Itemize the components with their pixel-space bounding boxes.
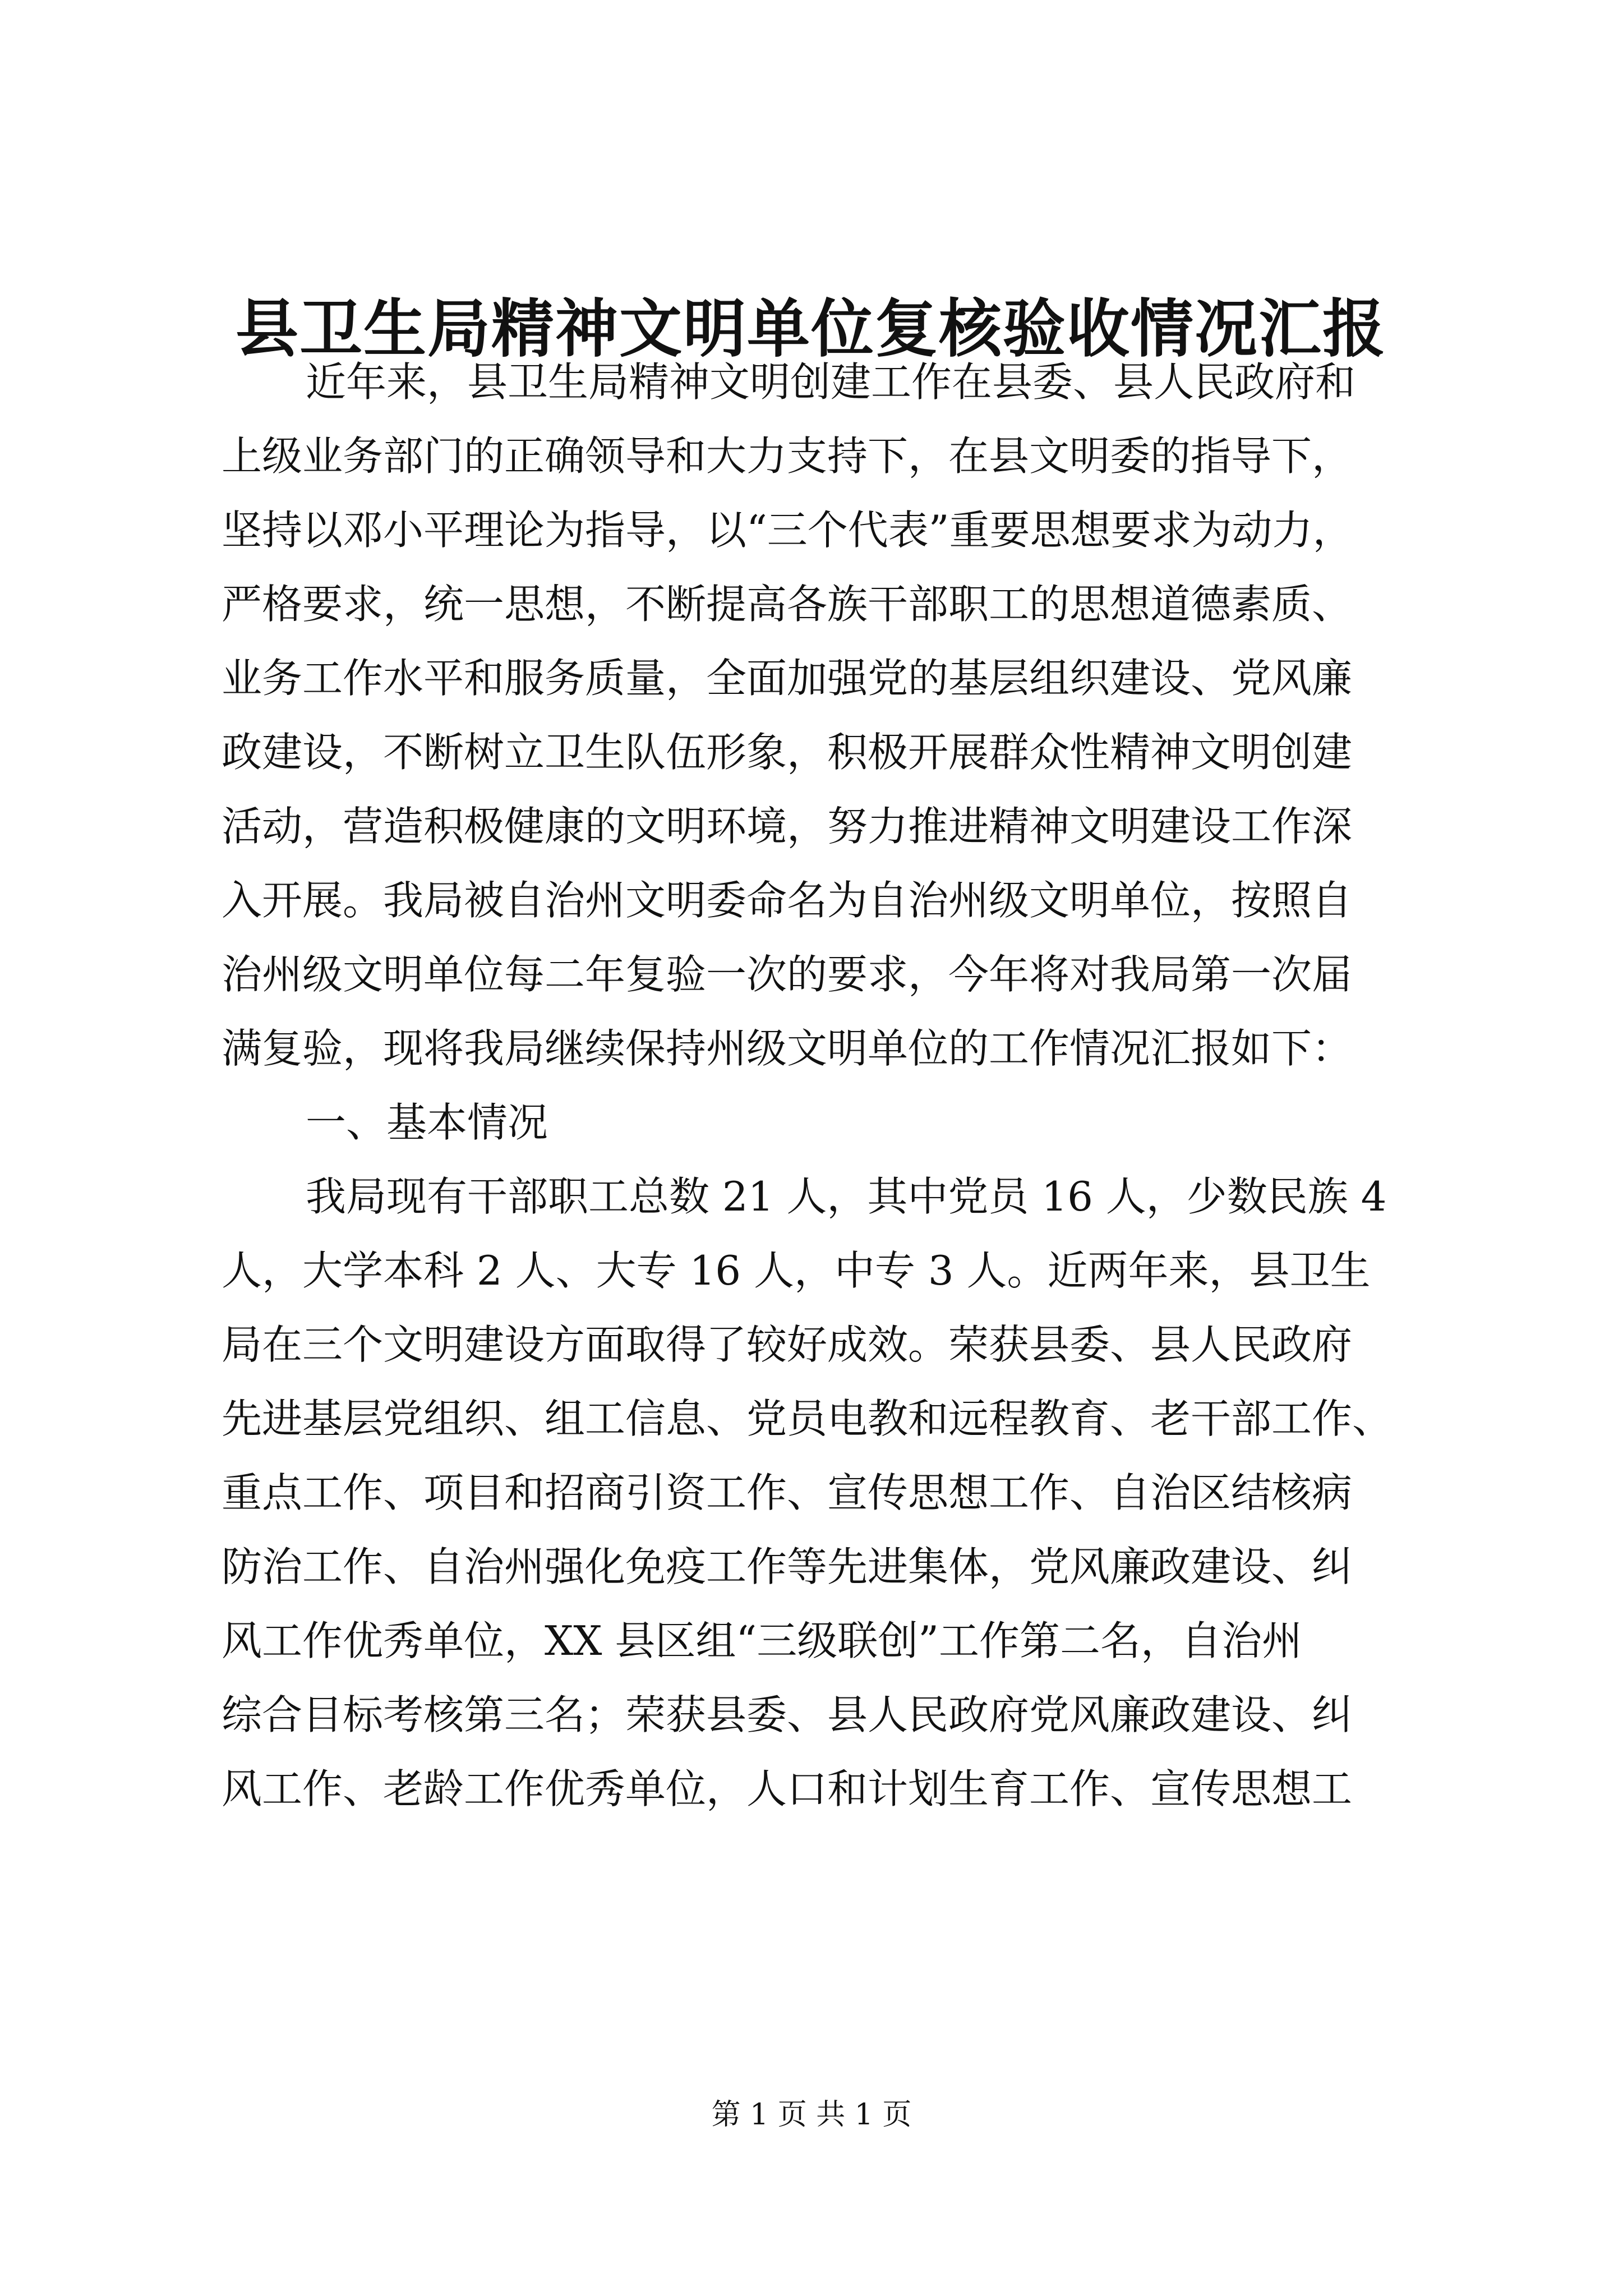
body-line: 先进基层党组织、组工信息、党员电教和远程教育、老干部工作、 xyxy=(222,1395,1393,1442)
body-line: 满复验，现将我局继续保持州级文明单位的工作情况汇报如下： xyxy=(222,1025,1353,1072)
body-line: 治州级文明单位每二年复验一次的要求，今年将对我局第一次届 xyxy=(222,951,1353,998)
body-line: 重点工作、项目和招商引资工作、宣传思想工作、自治区结核病 xyxy=(222,1469,1353,1516)
body-line: 风工作、老龄工作优秀单位，人口和计划生育工作、宣传思想工 xyxy=(222,1765,1353,1812)
body-line: 风工作优秀单位，XX 县区组“三级联创”工作第二名，自治州 xyxy=(222,1617,1303,1664)
body-line: 严格要求，统一思想，不断提高各族干部职工的思想道德素质、 xyxy=(222,581,1353,628)
body-line: 坚持以邓小平理论为指导，以“三个代表”重要思想要求为动力， xyxy=(222,507,1353,554)
body-line: 人，大学本科 2 人、大专 16 人，中专 3 人。近两年来，县卫生 xyxy=(222,1247,1371,1294)
page-footer: 第 1 页 共 1 页 xyxy=(711,2098,912,2132)
body-line: 防治工作、自治州强化免疫工作等先进集体，党风廉政建设、纠 xyxy=(222,1543,1353,1590)
body-line: 活动，营造积极健康的文明环境，努力推进精神文明建设工作深 xyxy=(222,803,1353,850)
body-line: 政建设，不断树立卫生队伍形象，积极开展群众性精神文明创建 xyxy=(222,729,1353,776)
body-line: 综合目标考核第三名；荣获县委、县人民政府党风廉政建设、纠 xyxy=(222,1691,1353,1738)
document-title: 县卫生局精神文明单位复核验收情况汇报 xyxy=(236,292,1386,366)
body-line: 上级业务部门的正确领导和大力支持下，在县文明委的指导下， xyxy=(222,432,1353,480)
section-heading: 一、基本情况 xyxy=(306,1099,548,1146)
body-line: 局在三个文明建设方面取得了较好成效。荣获县委、县人民政府 xyxy=(222,1321,1353,1368)
body-line: 业务工作水平和服务质量，全面加强党的基层组织建设、党风廉 xyxy=(222,655,1353,702)
body-line: 入开展。我局被自治州文明委命名为自治州级文明单位，按照自 xyxy=(222,877,1353,924)
body-line: 近年来，县卫生局精神文明创建工作在县委、县人民政府和 xyxy=(306,358,1356,406)
body-line: 我局现有干部职工总数 21 人，其中党员 16 人，少数民族 4 xyxy=(306,1173,1387,1220)
